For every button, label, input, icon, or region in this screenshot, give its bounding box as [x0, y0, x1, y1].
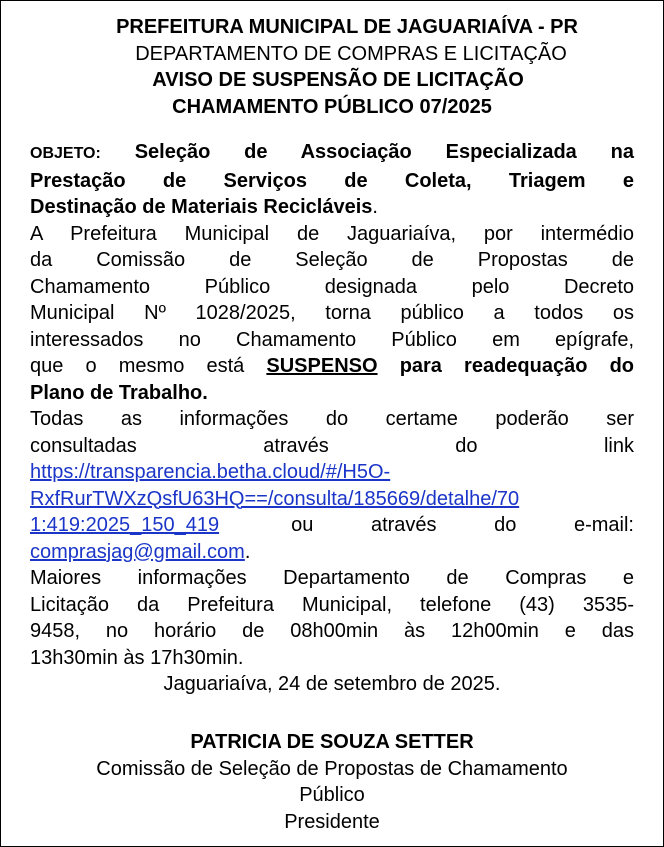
paragraph2-line-1: Todas as informações do certame poderão ser: [30, 408, 634, 430]
paragraph1-line-7: Plano de Trabalho.: [30, 381, 208, 404]
signature-block: [0, 729, 664, 835]
paragraph1-line-6-end: para readequação do: [399, 355, 635, 377]
paragraph1-line-3: Chamamento Público designada pelo Decreto: [30, 275, 634, 298]
signer-role-line-1: Comissão de Seleção de Propostas de Chamamento: [96, 757, 568, 780]
link-line-2: [30, 486, 634, 513]
paragraph2-line-2: consultadas através do link: [30, 434, 634, 457]
email-link[interactable]: comprasjag@gmail.com: [30, 540, 245, 563]
paragraph1-line-6: [30, 353, 634, 380]
objeto-text-3: Destinação de Materiais Recicláveis: [30, 196, 373, 218]
signer-role-line-2: Público: [299, 784, 365, 806]
paragraph3-line-2: Licitação da Prefeitura Municipal, telefone (43) 3535-: [30, 593, 634, 616]
date-line: Jaguariaíva, 24 de setembro de 2025.: [163, 673, 501, 695]
objeto-label: OBJETO:: [30, 145, 101, 162]
objeto-line-3: [30, 194, 634, 221]
link-line-1: [30, 459, 634, 486]
call-number-title: CHAMAMENTO PÚBLICO 07/2025: [172, 95, 492, 118]
transparency-link-part-3[interactable]: 1:419:2025_150_419: [30, 514, 220, 536]
email-period: .: [244, 540, 251, 563]
paragraph1-line-6-start: que o mesmo está: [30, 355, 245, 377]
transparency-link-part-2[interactable]: RxfRurTWXzQsfU63HQ==/consulta/185669/detalhe/70: [30, 487, 520, 510]
notice-title: AVISO DE SUSPENSÃO DE LICITAÇÃO: [152, 69, 524, 91]
paragraph1-line-2: da Comissão de Seleção de Propostas de: [30, 249, 634, 271]
municipality-title: PREFEITURA MUNICIPAL DE JAGUARIAÍVA - PR: [116, 16, 578, 38]
paragraph1-line-4: Municipal Nº 1028/2025, torna público a todos os: [30, 302, 634, 324]
department-title: DEPARTAMENTO DE COMPRAS E LICITAÇÃO: [135, 42, 567, 65]
objeto-period: .: [372, 196, 378, 218]
paragraph3-line-4: 13h30min às 17h30min.: [30, 646, 244, 669]
link-line-3: [30, 512, 634, 539]
notice-body: [30, 139, 634, 698]
signer-title: Presidente: [284, 810, 380, 833]
objeto-text-1: Seleção de Associação Especializada na: [134, 141, 634, 163]
paragraph1-line-5: interessados no Chamamento Público em epígrafe,: [30, 328, 634, 351]
document-header: [0, 14, 664, 120]
signer-name: PATRICIA DE SOUZA SETTER: [190, 731, 474, 753]
email-line: [30, 539, 634, 566]
suspension-status: SUSPENSO: [266, 355, 378, 377]
paragraph3-line-3: 9458, no horário de 08h00min às 12h00min e das: [30, 620, 634, 642]
paragraph3-line-1: Maiores informações Departamento de Compras e: [30, 567, 634, 589]
transparency-link-part-1[interactable]: https://transparencia.betha.cloud/#/H5O-: [30, 461, 391, 483]
objeto-line-1: [30, 139, 634, 168]
email-intro: ou através do e-mail:: [291, 514, 634, 536]
objeto-line-2: Prestação de Serviços de Coleta, Triagem e: [30, 169, 634, 192]
paragraph1-line-1: A Prefeitura Municipal de Jaguariaíva, por intermédio: [30, 222, 634, 245]
